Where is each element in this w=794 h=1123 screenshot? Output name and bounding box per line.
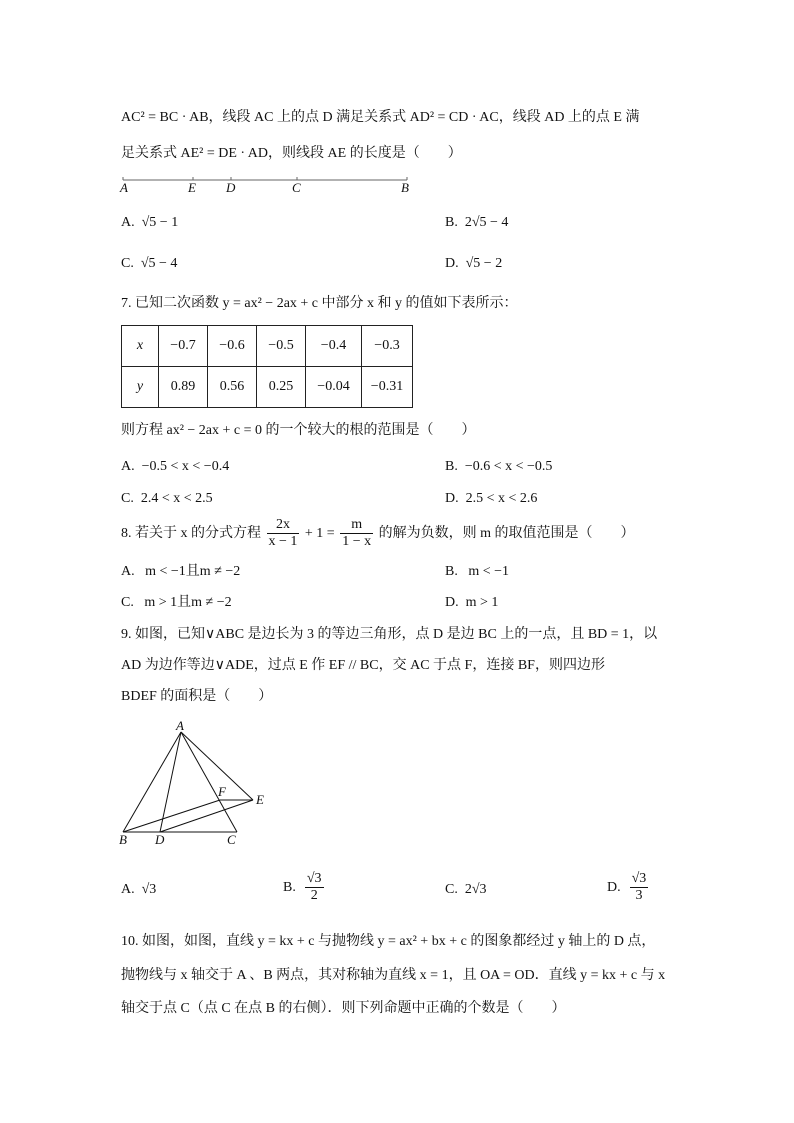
q8-option-c: C. m > 1且m ≠ −2 — [121, 595, 232, 610]
figure-label-a: A — [176, 718, 184, 733]
q8-option-d: D. m > 1 — [445, 595, 499, 610]
table-cell: −0.7 — [159, 326, 208, 367]
segment-label-a: A — [120, 180, 128, 195]
figure-label-c: C — [227, 832, 236, 847]
q9-option-a: A. √3 — [121, 882, 157, 897]
segment-label-b: B — [401, 180, 409, 195]
q10-line2: 抛物线与 x 轴交于 A 、B 两点，其对称轴为直线 x = 1，且 OA = OD．直线 y = kx + c 与 x — [121, 968, 666, 983]
figure-label-d: D — [155, 832, 165, 847]
table-cell: y — [122, 367, 159, 408]
segment-figure — [115, 172, 415, 198]
q9-option-b-fraction: $\frac{√3}{2}$ — [306, 871, 322, 904]
table-cell: 0.25 — [257, 367, 306, 408]
q7-value-table — [121, 325, 413, 408]
q10-line3: 轴交于点 C（点 C 在点 B 的右侧）．则下列命题中正确的个数是（ ） — [121, 1001, 566, 1016]
table-cell: x — [122, 326, 159, 367]
q8-fraction-1: $\frac{2x}{x - 1}$ — [268, 517, 298, 550]
q6-option-a: A. √5 − 1 — [121, 215, 179, 230]
table-cell: −0.6 — [208, 326, 257, 367]
q9-option-d: D. $\frac{√3}{3}$ — [607, 871, 647, 904]
q6-option-d: D. √5 − 2 — [445, 256, 503, 271]
table-cell: −0.4 — [306, 326, 362, 367]
segment-label-c: C — [292, 180, 301, 195]
q9-option-d-fraction: $\frac{√3}{3}$ — [631, 871, 647, 904]
q9-option-b: B. $\frac{√3}{2}$ — [283, 871, 322, 904]
q8-stem: 8. 若关于 x 的分式方程 $\frac{2x}{x - 1}$ + 1 = $\frac{m}{1 - x}$ 的解为负数，则 m 的取值范围是（ ） — [121, 517, 635, 550]
figure-label-f: F — [218, 784, 226, 799]
q7-option-a: A. −0.5 < x < −0.4 — [121, 459, 230, 474]
q9-line1: 9. 如图，已知∨ABC 是边长为 3 的等边三角形，点 D 是边 BC 上的一点，且 BD = 1，以 — [121, 627, 658, 642]
q8-option-a: A. m < −1且m ≠ −2 — [121, 564, 241, 579]
q8-option-b: B. m < −1 — [445, 564, 510, 579]
segment-label-e: E — [188, 180, 196, 195]
table-cell: −0.04 — [306, 367, 362, 408]
q9-line3: BDEF 的面积是（ ） — [121, 689, 273, 704]
triangle-figure — [110, 722, 280, 852]
q7-option-d: D. 2.5 < x < 2.6 — [445, 491, 538, 506]
table-cell: −0.5 — [257, 326, 306, 367]
q6-line1: AC² = BC · AB，线段 AC 上的点 D 满足关系式 AD² = CD · AC，线段 AD 上的点 E 满 — [121, 110, 640, 125]
q9-line2: AD 为边作等边∨ADE，过点 E 作 EF // BC，交 AC 于点 F，连接 BF，则四边形 — [121, 658, 605, 673]
q10-line1: 10. 如图，如图，直线 y = kx + c 与抛物线 y = ax² + bx + c 的图象都经过 y 轴上的 D 点， — [121, 934, 656, 949]
q6-option-c: C. √5 − 4 — [121, 256, 178, 271]
table-row — [122, 326, 413, 367]
table-cell: 0.89 — [159, 367, 208, 408]
q9-option-c: C. 2√3 — [445, 882, 487, 897]
figure-label-b: B — [119, 832, 127, 847]
table-cell: −0.3 — [362, 326, 413, 367]
q8-fraction-2: $\frac{m}{1 - x}$ — [342, 517, 372, 550]
segment-label-d: D — [226, 180, 236, 195]
figure-label-e: E — [256, 792, 264, 807]
table-cell: 0.56 — [208, 367, 257, 408]
q6-option-b: B. 2√5 − 4 — [445, 215, 509, 230]
table-row — [122, 367, 413, 408]
q7-question: 则方程 ax² − 2ax + c = 0 的一个较大的根的范围是（ ） — [121, 423, 476, 438]
table-cell: −0.31 — [362, 367, 413, 408]
q7-option-b: B. −0.6 < x < −0.5 — [445, 459, 553, 474]
q7-stem: 7. 已知二次函数 y = ax² − 2ax + c 中部分 x 和 y 的值如下表所示： — [121, 296, 518, 311]
q6-line2: 足关系式 AE² = DE · AD，则线段 AE 的长度是（ ） — [121, 146, 462, 161]
q7-option-c: C. 2.4 < x < 2.5 — [121, 491, 213, 506]
